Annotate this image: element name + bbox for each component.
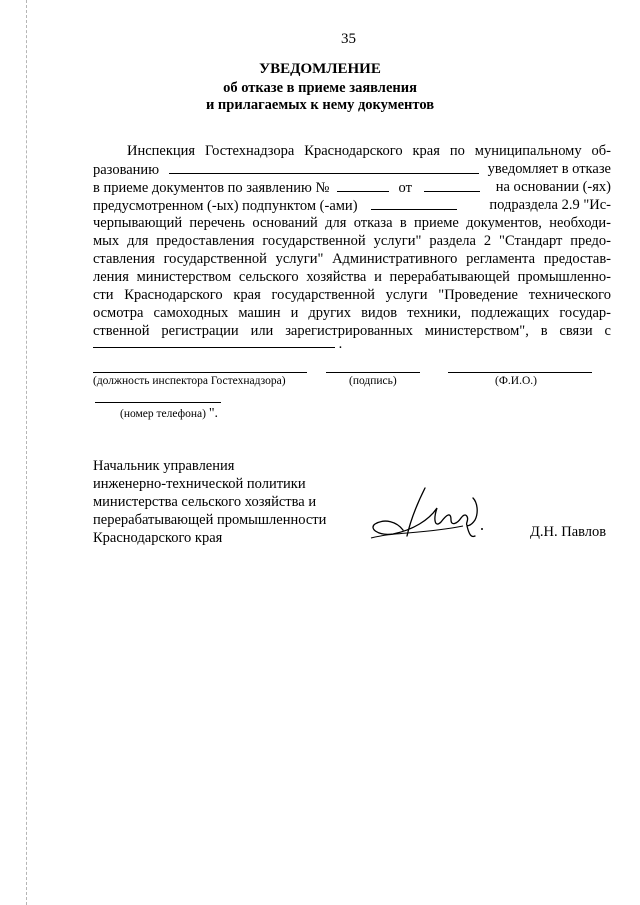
application-number-field[interactable] [337,178,389,192]
phone-line[interactable] [95,402,221,403]
position-caption: (должность инспектора Гостехнадзора) [93,375,286,387]
body-line-11: ственной регистрации или зарегистрированных министерством", в связи с [93,323,611,339]
position-line[interactable] [93,372,307,373]
page-number: 35 [341,31,356,47]
document-title: УВЕДОМЛЕНИЕ [259,61,381,77]
application-date-field[interactable] [424,178,480,192]
document-subtitle-line-1: об отказе в приеме заявления [223,80,417,96]
signer-name: Д.Н. Павлов [530,524,607,540]
body-line-5: черпывающий перечень оснований для отказа в приеме документов, необходи- [93,215,611,231]
body-text: подраздела 2.9 "Ис- [489,197,611,213]
body-text: на основании (-ях) [495,179,611,195]
body-text: . [338,336,343,352]
body-text: в приеме документов по заявлению № [93,180,330,196]
chief-title-line: инженерно-технической политики [93,476,306,492]
signature-caption: (подпись) [349,375,397,387]
body-text: уведомляет в отказе [487,161,611,177]
body-line-3 [93,178,611,197]
signature-line[interactable] [326,372,420,373]
body-line-8: ления министерством сельского хозяйства и перерабатывающей промышленно- [93,269,611,285]
body-text: предусмотренном (-ых) подпунктом (-ами) [93,198,358,214]
subparagraph-field[interactable] [371,196,457,210]
phone-closing-mark: ". [208,406,219,421]
chief-title-line: Краснодарского края [93,530,223,546]
body-line-6: мых для предоставления государственной услуги" раздела 2 "Стандарт предо- [93,233,611,249]
document-subtitle-line-2: и прилагаемых к нему документов [205,97,435,113]
body-text: от [398,180,412,196]
phone-label: (номер телефона) [120,408,206,420]
chief-title-line: Начальник управления [93,458,235,474]
chief-title-line: перерабатывающей промышленности [93,512,327,528]
chief-title-block [93,457,326,547]
body-text: разованию [93,162,160,178]
body-line-2 [93,160,611,179]
fio-line[interactable] [448,372,592,373]
body-line-7: ставления государственной услуги" Административного регламента предостав- [93,251,611,267]
phone-caption [120,406,218,422]
body-line-4 [93,196,611,215]
body-line-12 [93,334,611,353]
binder-margin-line [26,0,27,905]
signature-graphic [363,478,493,548]
fio-caption: (Ф.И.О.) [495,375,537,387]
reason-field[interactable] [93,334,335,348]
body-line-10: осмотра самоходных машин и других видов техники, подлежащих государ- [93,305,611,321]
body-line-9: сти Краснодарского края государственной услуги "Проведение технического [93,287,611,303]
handwritten-signature [363,478,493,553]
municipality-field[interactable] [169,160,479,174]
body-line-1: Инспекция Гостехнадзора Краснодарского края по муниципальному об- [127,143,611,159]
chief-title-line: министерства сельского хозяйства и [93,494,317,510]
